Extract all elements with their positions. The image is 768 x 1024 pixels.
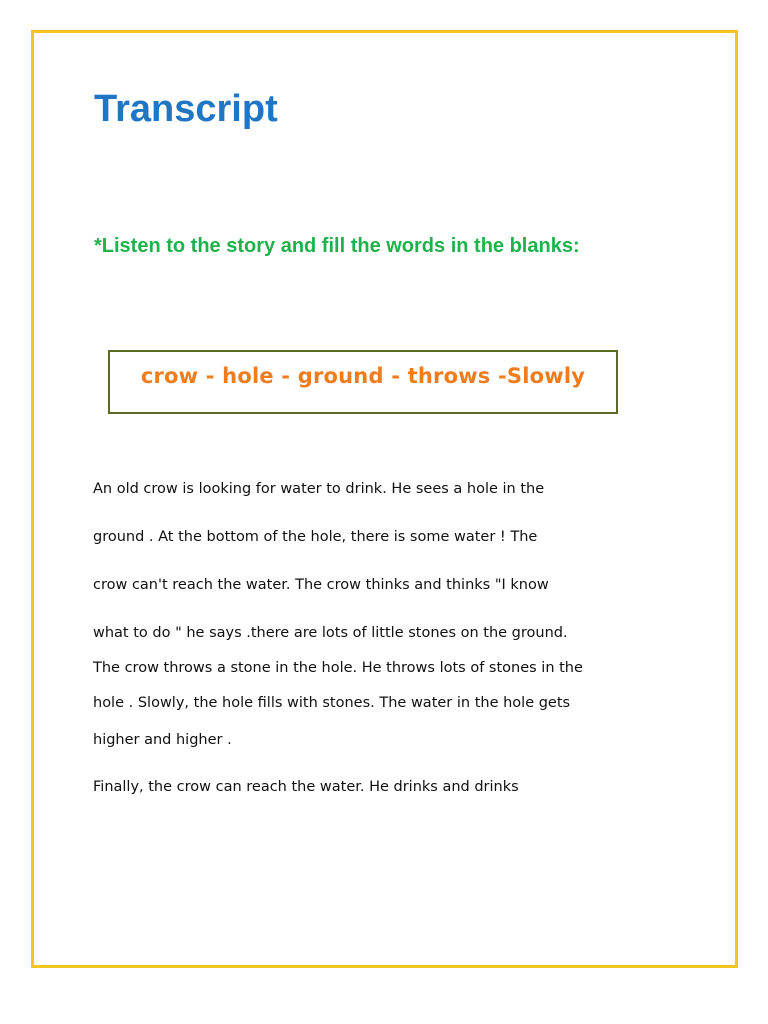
story-line: An old crow is looking for water to drink. He sees a hole in the bbox=[93, 481, 545, 497]
story-line: what to do " he says .there are lots of little stones on the ground. bbox=[93, 625, 568, 641]
story-line: higher and higher . bbox=[93, 732, 232, 748]
instruction-text: *Listen to the story and fill the words in the blanks: bbox=[94, 235, 580, 257]
story-line: ground . At the bottom of the hole, there is some water ! The bbox=[93, 529, 538, 545]
story-line: crow can't reach the water. The crow thinks and thinks "I know bbox=[93, 577, 549, 593]
word-bank-box bbox=[108, 350, 618, 414]
page-border-frame bbox=[31, 30, 738, 968]
story-line: hole . Slowly, the hole fills with stones. The water in the hole gets bbox=[93, 695, 571, 711]
word-bank-text: crow - hole - ground - throws -Slowly bbox=[140, 364, 586, 388]
story-line: The crow throws a stone in the hole. He throws lots of stones in the bbox=[93, 660, 583, 676]
story-line: Finally, the crow can reach the water. He drinks and drinks bbox=[93, 779, 519, 795]
page-title: Transcript bbox=[94, 88, 278, 130]
